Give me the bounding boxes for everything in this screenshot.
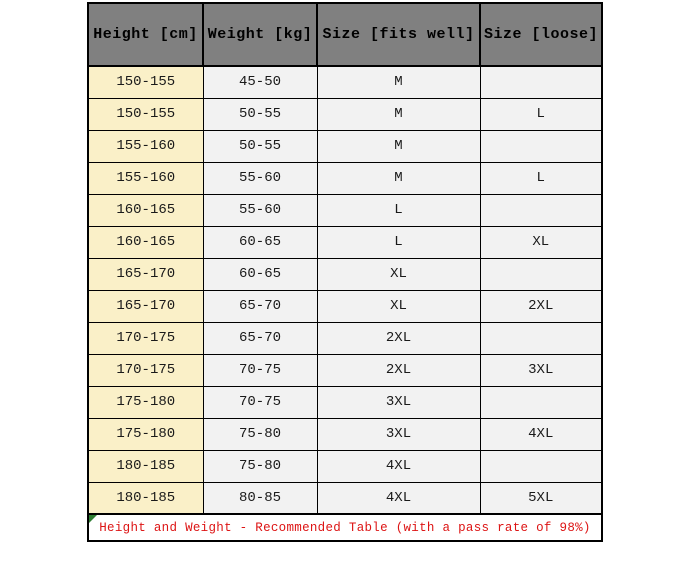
cell-weight: 45-50	[203, 66, 317, 98]
cell-size-fits-well: M	[317, 130, 480, 162]
cell-weight: 55-60	[203, 194, 317, 226]
footer-row	[88, 514, 602, 541]
cell-size-loose	[480, 130, 602, 162]
table-row	[88, 130, 602, 162]
table-row	[88, 418, 602, 450]
cell-size-loose: 4XL	[480, 418, 602, 450]
cell-height: 180-185	[88, 482, 203, 514]
header-height: Height [cm]	[88, 3, 203, 66]
cell-height: 165-170	[88, 290, 203, 322]
table-row	[88, 98, 602, 130]
green-corner-triangle-icon	[89, 515, 97, 523]
table-row	[88, 226, 602, 258]
cell-size-fits-well: XL	[317, 290, 480, 322]
cell-size-fits-well: L	[317, 194, 480, 226]
footer-caption-text: Height and Weight - Recommended Table (with a pass rate of 98%)	[99, 520, 591, 535]
table-row	[88, 66, 602, 98]
cell-size-fits-well: 2XL	[317, 354, 480, 386]
table-row	[88, 162, 602, 194]
cell-weight: 70-75	[203, 386, 317, 418]
cell-weight: 75-80	[203, 418, 317, 450]
cell-size-loose: L	[480, 98, 602, 130]
table-body	[88, 66, 602, 514]
cell-height: 180-185	[88, 450, 203, 482]
header-row	[88, 3, 602, 66]
cell-weight: 50-55	[203, 130, 317, 162]
cell-height: 155-160	[88, 130, 203, 162]
cell-size-fits-well: 4XL	[317, 450, 480, 482]
cell-weight: 65-70	[203, 290, 317, 322]
cell-height: 170-175	[88, 354, 203, 386]
cell-size-loose	[480, 322, 602, 354]
cell-weight: 55-60	[203, 162, 317, 194]
table-row	[88, 290, 602, 322]
cell-size-loose	[480, 386, 602, 418]
cell-size-loose: 2XL	[480, 290, 602, 322]
cell-size-fits-well: 4XL	[317, 482, 480, 514]
cell-height: 165-170	[88, 258, 203, 290]
cell-size-loose: 5XL	[480, 482, 602, 514]
header-size-loose: Size [loose]	[480, 3, 602, 66]
cell-height: 175-180	[88, 418, 203, 450]
cell-height: 160-165	[88, 194, 203, 226]
cell-size-loose	[480, 194, 602, 226]
cell-size-fits-well: XL	[317, 258, 480, 290]
cell-weight: 75-80	[203, 450, 317, 482]
table-footer	[88, 514, 602, 541]
cell-weight: 50-55	[203, 98, 317, 130]
footer-caption-cell	[88, 514, 602, 541]
table-row	[88, 482, 602, 514]
cell-weight: 65-70	[203, 322, 317, 354]
table-row	[88, 194, 602, 226]
cell-size-loose	[480, 450, 602, 482]
cell-height: 160-165	[88, 226, 203, 258]
cell-size-loose: XL	[480, 226, 602, 258]
header-size-fits-well: Size [fits well]	[317, 3, 480, 66]
cell-size-fits-well: M	[317, 66, 480, 98]
table-row	[88, 322, 602, 354]
cell-height: 170-175	[88, 322, 203, 354]
table-row	[88, 450, 602, 482]
cell-size-fits-well: L	[317, 226, 480, 258]
table-row	[88, 386, 602, 418]
cell-size-fits-well: 3XL	[317, 386, 480, 418]
cell-height: 175-180	[88, 386, 203, 418]
cell-height: 150-155	[88, 98, 203, 130]
cell-weight: 60-65	[203, 258, 317, 290]
size-chart-table	[87, 2, 603, 542]
cell-weight: 60-65	[203, 226, 317, 258]
header-weight: Weight [kg]	[203, 3, 317, 66]
cell-size-loose	[480, 258, 602, 290]
cell-size-loose	[480, 66, 602, 98]
cell-size-loose: L	[480, 162, 602, 194]
cell-size-fits-well: M	[317, 162, 480, 194]
cell-size-fits-well: 3XL	[317, 418, 480, 450]
cell-size-fits-well: M	[317, 98, 480, 130]
cell-height: 155-160	[88, 162, 203, 194]
size-chart-container	[87, 2, 603, 542]
cell-size-loose: 3XL	[480, 354, 602, 386]
table-row	[88, 258, 602, 290]
cell-weight: 70-75	[203, 354, 317, 386]
cell-height: 150-155	[88, 66, 203, 98]
cell-weight: 80-85	[203, 482, 317, 514]
cell-size-fits-well: 2XL	[317, 322, 480, 354]
table-header	[88, 3, 602, 66]
table-row	[88, 354, 602, 386]
